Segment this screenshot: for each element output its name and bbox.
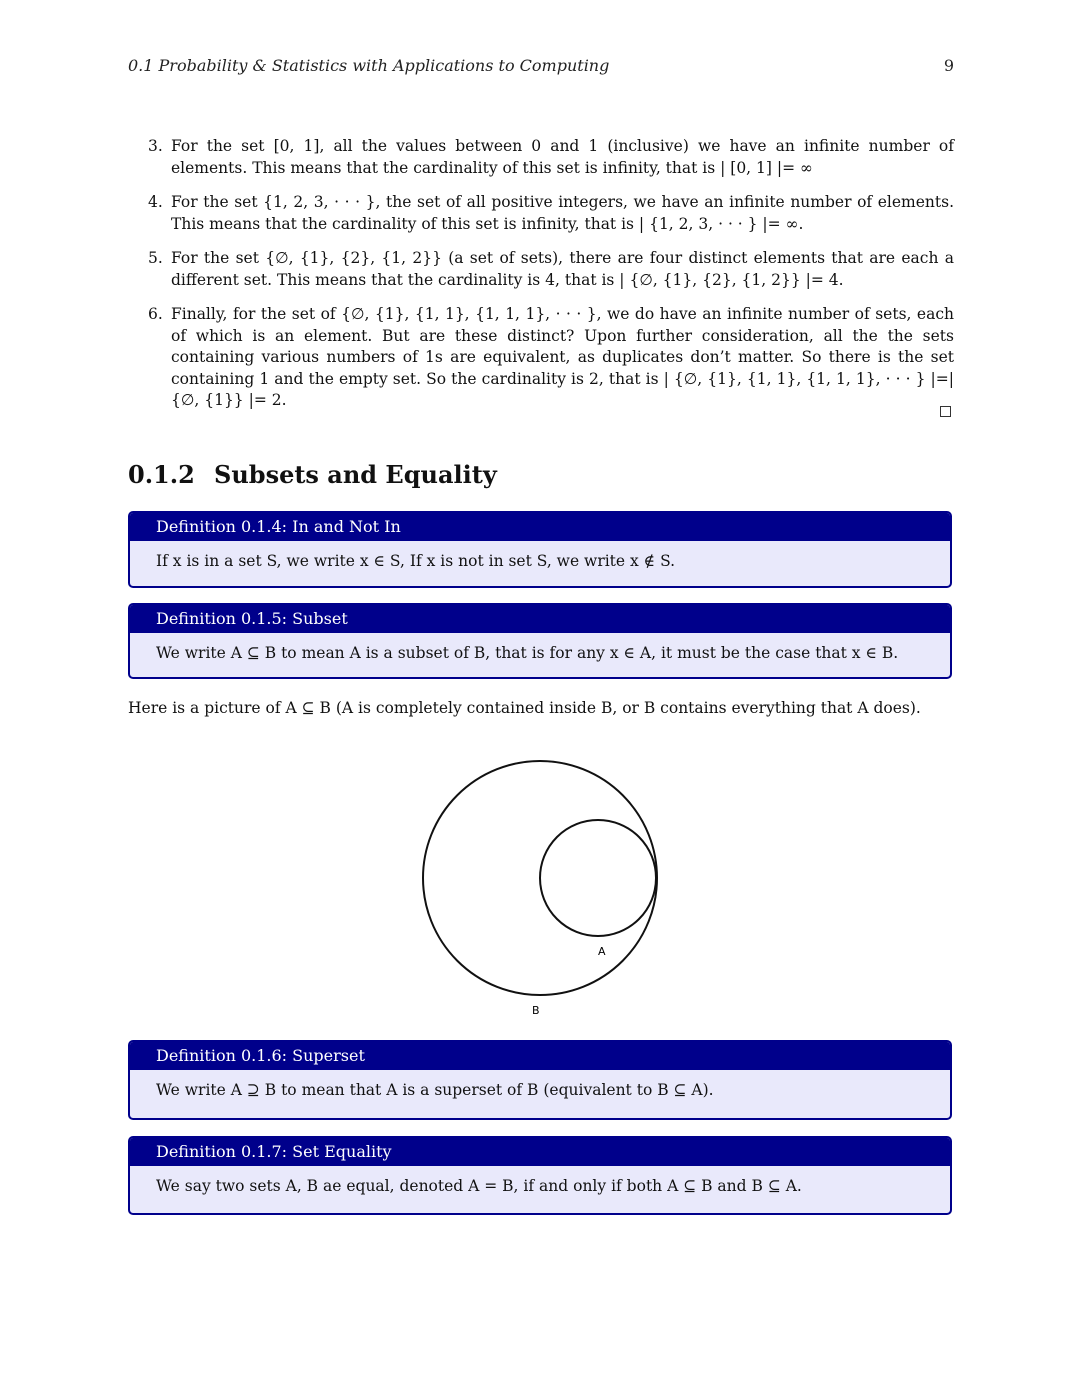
definition-title: Definition 0.1.4: In and Not In — [130, 513, 950, 541]
subset-venn-diagram — [410, 750, 670, 1022]
definition-box-set-equality — [128, 1136, 952, 1215]
list-item-text: For the set {1, 2, 3, · · · }, the set of all positive integers, we have an infinite number of elements. This means that the cardinality of this set is infinity, that is | {1, 2, 3, · · · } |= ∞. — [171, 193, 954, 233]
definition-title: Definition 0.1.5: Subset — [130, 605, 950, 633]
figure-intro-paragraph: Here is a picture of A ⊆ B (A is completely contained inside B, or B contains everything that A does). — [128, 699, 921, 717]
definition-box-subset — [128, 603, 952, 679]
list-item-number: 3. — [148, 137, 163, 155]
label-b: B — [532, 1004, 540, 1017]
list-item — [148, 192, 954, 235]
definition-title: Definition 0.1.7: Set Equality — [130, 1138, 950, 1166]
definition-box-in-not-in — [128, 511, 952, 588]
list-item — [148, 304, 954, 412]
page-number: 9 — [943, 56, 954, 75]
definition-body: We write A ⊆ B to mean A is a subset of B, that is for any x ∈ A, it must be the case that x ∈ B. — [156, 644, 899, 662]
definition-box-superset — [128, 1040, 952, 1120]
list-item — [148, 136, 954, 179]
running-head-title: 0.1 Probability & Statistics with Applications to Computing — [128, 56, 610, 75]
definition-body: We write A ⊇ B to mean that A is a superset of B (equivalent to B ⊆ A). — [156, 1081, 714, 1099]
inner-circle-a — [540, 820, 656, 936]
list-item — [148, 248, 954, 291]
list-item-text: Finally, for the set of {∅, {1}, {1, 1}, {1, 1, 1}, · · · }, we do have an infinite number of sets, each of which is an element. But are these distinct? Upon further consideration, all the the sets containing various numbers of 1s are equivalent, as duplicates don’t matter. So there is the set containing 1 and the empty set. So the cardinality is 2, that is | {∅, {1}, {1, 1}, {1, 1, 1}, · · · } |=| {∅, {1}} |= 2. — [171, 305, 954, 409]
definition-body: If x is in a set S, we write x ∈ S, If x is not in set S, we write x ∉ S. — [156, 552, 676, 570]
running-head — [128, 56, 954, 75]
list-item-number: 4. — [148, 193, 163, 211]
definition-title: Definition 0.1.6: Superset — [130, 1042, 950, 1070]
section-heading — [128, 460, 497, 489]
subset-figure — [410, 750, 670, 1022]
list-item-text: For the set {∅, {1}, {2}, {1, 2}} (a set of sets), there are four distinct elements that are each a different set. This means that the cardinality is 4, that is | {∅, {1}, {2}, {1, 2}} |= 4. — [171, 249, 954, 289]
label-a: A — [598, 945, 606, 958]
section-number: 0.1.2 — [128, 460, 195, 489]
enumerated-list — [148, 136, 954, 425]
list-item-number: 6. — [148, 305, 163, 323]
list-item-text: For the set [0, 1], all the values between 0 and 1 (inclusive) we have an infinite number of elements. This means that the cardinality of this set is infinity, that is | [0, 1] |= ∞ — [171, 137, 954, 177]
section-title: Subsets and Equality — [214, 460, 497, 489]
definition-body: We say two sets A, B ae equal, denoted A = B, if and only if both A ⊆ B and B ⊆ A. — [156, 1177, 802, 1195]
qed-square-icon — [940, 406, 951, 417]
list-item-number: 5. — [148, 249, 163, 267]
